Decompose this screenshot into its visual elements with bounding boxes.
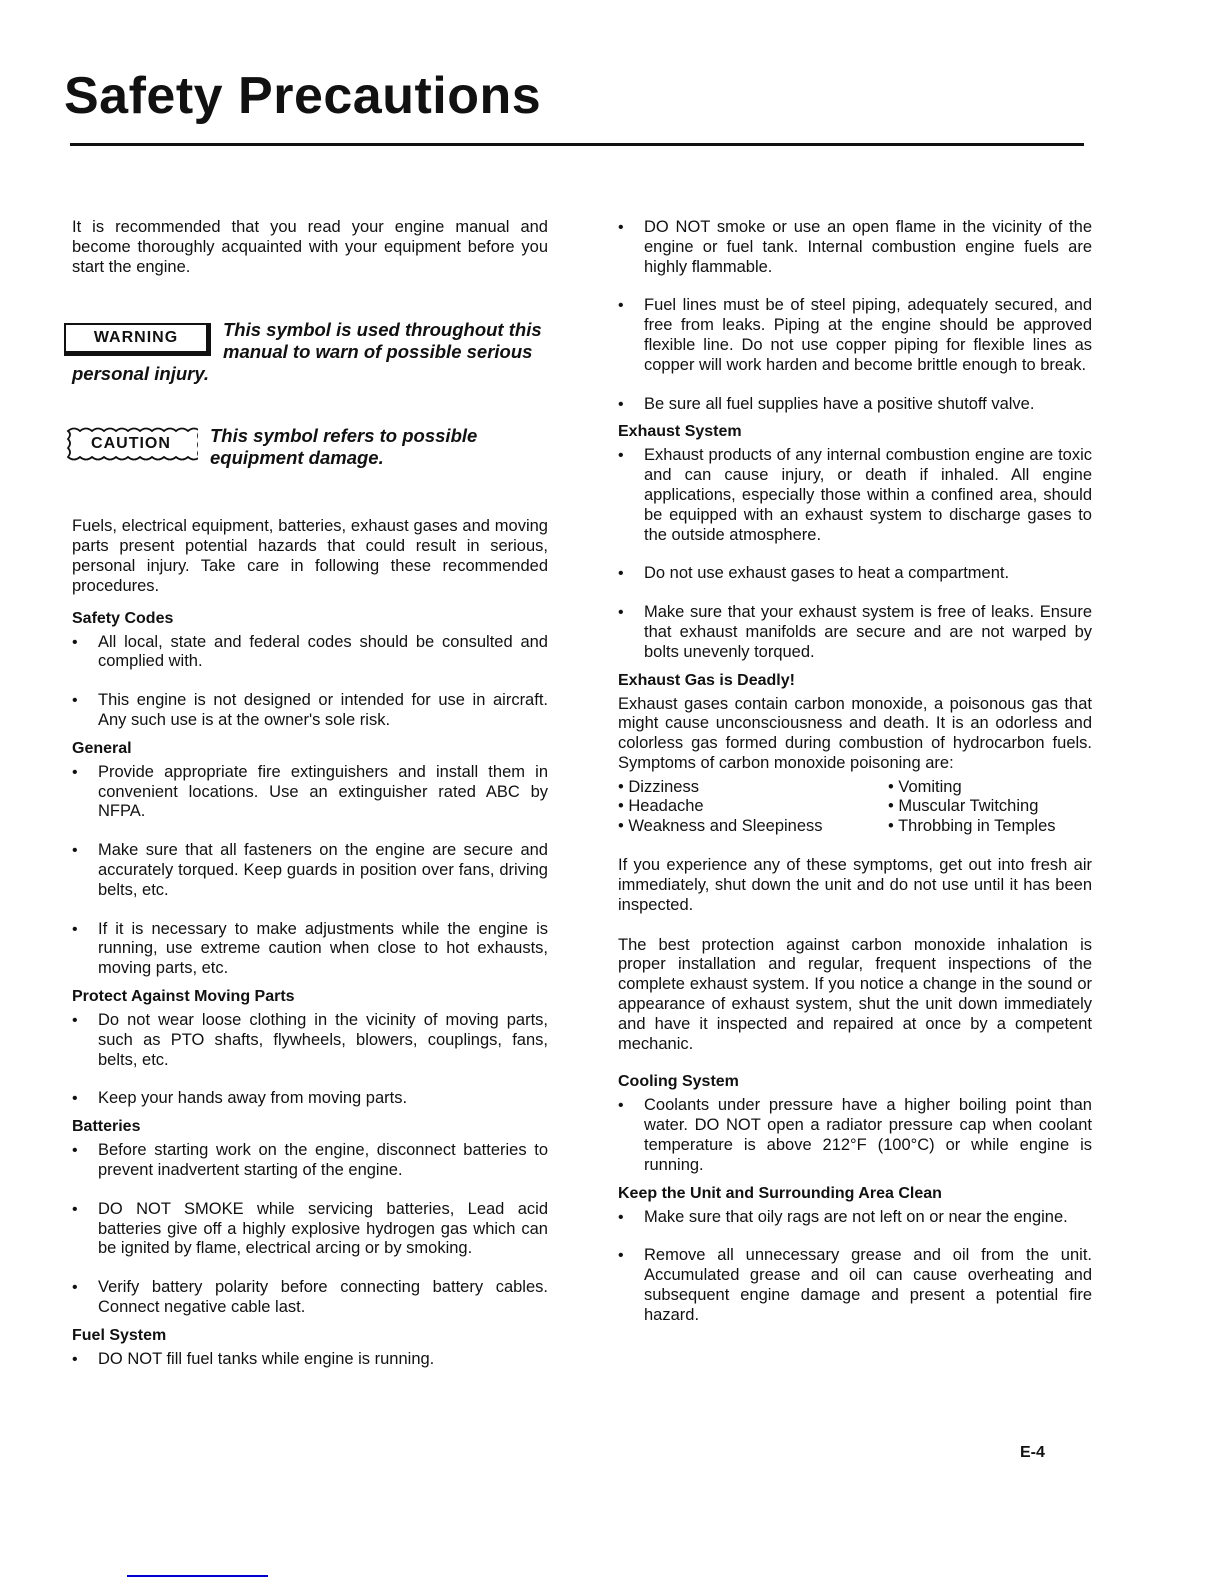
section-heading: Cooling System [618, 1073, 739, 1091]
right-column [618, 218, 1092, 1345]
symptom-item: • Dizziness [618, 778, 888, 798]
section-heading: Safety Codes [72, 609, 174, 627]
section-batteries [72, 1117, 548, 1318]
section-heading: Keep the Unit and Surrounding Area Clean [618, 1184, 942, 1202]
section-heading: Exhaust Gas is Deadly! [618, 671, 795, 689]
symptom-item: • Throbbing in Temples [888, 817, 1088, 837]
section-heading: Fuel System [72, 1326, 167, 1344]
co-intro-paragraph: Exhaust gases contain carbon monoxide, a poisonous gas that might cause unconsciousness and death. It is an odorless and colorless gas formed during combustion of hydrocarbon fuels. Symptoms of carbon monoxide poisoning are: [618, 694, 1092, 772]
section-general [72, 739, 548, 979]
title-divider [70, 143, 1084, 146]
section-keep-clean [618, 1184, 1092, 1326]
list-item: • DO NOT fill fuel tanks while engine is running. [72, 1350, 548, 1370]
list-item: • Make sure that your exhaust system is free of leaks. Ensure that exhaust manifolds are secure and are not warped by bolts unevenly torqued. [618, 603, 1092, 662]
list-item: • Do not wear loose clothing in the vicinity of moving parts, such as PTO shafts, flywheels, blowers, couplings, fans, belts, etc. [72, 1011, 548, 1070]
hazards-paragraph: Fuels, electrical equipment, batteries, exhaust gases and moving parts present potential hazards that could result in serious, personal injury. Take care in following these recommended procedures. [72, 517, 548, 595]
list-item: • Remove all unnecessary grease and oil from the unit. Accumulated grease and oil can cause overheating and subsequent engine damage and present a potential fire hazard. [618, 1246, 1092, 1325]
list-item: • Before starting work on the engine, disconnect batteries to prevent inadvertent starting of the engine. [72, 1141, 548, 1181]
blue-underline-mark [127, 1575, 268, 1577]
caution-badge [64, 427, 198, 461]
section-exhaust-gas-deadly [618, 671, 1092, 1055]
list-item: • Exhaust products of any internal combustion engine are toxic and can cause injury, or death if inhaled. All engine applications, especially those within a confined area, should be equipped with an exhaust system to discharge gases to the outside atmosphere. [618, 446, 1092, 545]
list-item: • Coolants under pressure have a higher boiling point than water. DO NOT open a radiator pressure cap when coolant temperature is above 212°F (100°C) or while engine is running. [618, 1096, 1092, 1175]
symptom-item: • Weakness and Sleepiness [618, 817, 888, 837]
symptoms-advice-paragraph: If you experience any of these symptoms, get out into fresh air immediately, shut down the unit and do not use until it has been inspected. [618, 856, 1092, 914]
list-item: • All local, state and federal codes should be consulted and complied with. [72, 633, 548, 673]
section-cooling-system [618, 1072, 1092, 1175]
warning-description: This symbol is used throughout this manual to warn of possible serious personal injury. [72, 319, 542, 385]
list-item: • DO NOT SMOKE while servicing batteries, Lead acid batteries give off a highly explosive hydrogen gas which can be ignited by flame, electrical arcing or by smoking. [72, 1200, 548, 1259]
symptoms-list [618, 778, 1092, 837]
left-column [72, 218, 548, 1389]
caution-symbol-block [72, 425, 548, 469]
symptom-item: • Vomiting [888, 778, 1088, 798]
warning-symbol-block [72, 319, 548, 385]
list-item: • Provide appropriate fire extinguishers and install them in convenient locations. Use an extinguisher rated ABC by NFPA. [72, 763, 548, 822]
warning-badge: WARNING [64, 323, 211, 356]
list-item: • DO NOT smoke or use an open flame in the vicinity of the engine or fuel tank. Internal combustion engine fuels are highly flammable. [618, 218, 1092, 277]
list-item: • Keep your hands away from moving parts. [72, 1089, 548, 1109]
list-item: • Make sure that oily rags are not left on or near the engine. [618, 1208, 1092, 1228]
intro-paragraph: It is recommended that you read your engine manual and become thoroughly acquainted with your equipment before you start the engine. [72, 218, 548, 276]
symptom-item: • Headache [618, 797, 888, 817]
section-exhaust-system [618, 422, 1092, 662]
section-heading: Batteries [72, 1118, 141, 1136]
section-moving-parts [72, 987, 548, 1109]
section-fuel-system [72, 1326, 548, 1370]
list-item: • Verify battery polarity before connecting battery cables. Connect negative cable last. [72, 1278, 548, 1318]
list-item: • Be sure all fuel supplies have a positive shutoff valve. [618, 395, 1092, 415]
section-heading: Protect Against Moving Parts [72, 987, 295, 1005]
list-item: • If it is necessary to make adjustments while the engine is running, use extreme caution when close to hot exhausts, moving parts, etc. [72, 920, 548, 979]
symptom-item: • Muscular Twitching [888, 797, 1088, 817]
section-safety-codes [72, 609, 548, 731]
list-item: • This engine is not designed or intended for use in aircraft. Any such use is at the owner's sole risk. [72, 691, 548, 731]
section-heading: Exhaust System [618, 423, 742, 441]
fuel-system-continued [618, 218, 1092, 414]
list-item: • Do not use exhaust gases to heat a compartment. [618, 564, 1092, 584]
list-item: • Make sure that all fasteners on the engine are secure and accurately torqued. Keep guards in position over fans, driving belts, etc. [72, 841, 548, 900]
page-number: E-4 [1020, 1444, 1045, 1461]
protection-paragraph: The best protection against carbon monoxide inhalation is proper installation and regular, frequent inspections of the complete exhaust system. If you notice a change in the sound or appearance of exhaust system, shut the unit down immediately and have it inspected and repaired at once by a competent mechanic. [618, 935, 1092, 1053]
list-item: • Fuel lines must be of steel piping, adequately secured, and free from leaks. Piping at the engine should be approved flexible line. Do not use copper piping for flexible lines as copper will work harden and become brittle enough to break. [618, 296, 1092, 375]
page-title: Safety Precautions [64, 67, 542, 125]
caution-label: CAUTION [91, 435, 171, 453]
caution-description: This symbol refers to possible equipment damage. [210, 425, 478, 469]
section-heading: General [72, 739, 132, 757]
